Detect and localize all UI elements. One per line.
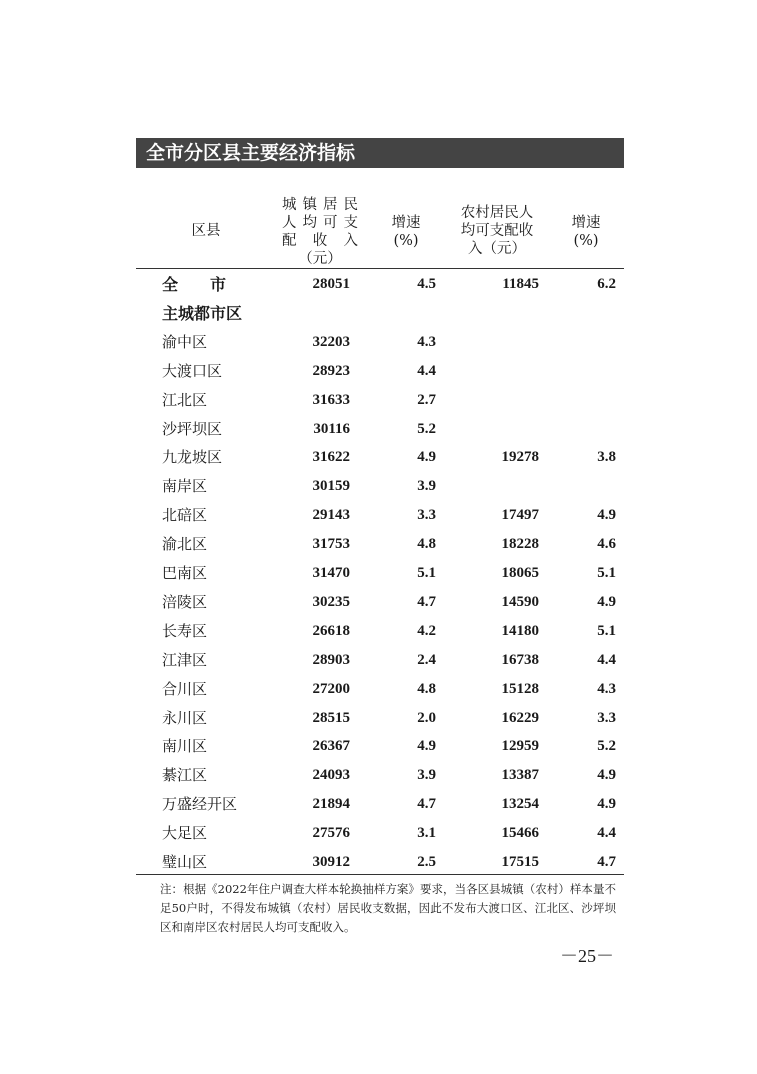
rural-income-cell: 15466 — [501, 825, 539, 842]
district-name-cell: 涪陵区 — [162, 592, 208, 611]
table-row — [136, 472, 624, 501]
district-name-cell: 永川区 — [162, 708, 208, 727]
urban-growth-cell: 5.1 — [417, 565, 436, 581]
rural-income-cell — [476, 299, 539, 328]
urban-income-cell: 28923 — [312, 362, 350, 379]
urban-income-cell: 30159 — [312, 478, 350, 495]
rural-growth-cell: 6.2 — [597, 276, 616, 292]
district-name-cell: 南岸区 — [162, 477, 208, 496]
table-row — [136, 501, 624, 530]
table-row — [136, 675, 624, 704]
table-row — [136, 530, 624, 559]
rural-growth-cell — [566, 386, 616, 415]
district-name-cell: 巴南区 — [162, 564, 208, 582]
rural-growth-cell — [566, 472, 616, 501]
district-name-cell: 璧山区 — [162, 853, 208, 871]
urban-growth-cell: 4.9 — [417, 738, 436, 755]
district-name-cell: 长寿区 — [162, 621, 208, 640]
table-row — [136, 761, 624, 790]
footnote: 注：根据《2022年住户调查大样本轮换抽样方案》要求，当各区县城镇（农村）样本量不足50户时，不得发布城镇（农村）居民收支数据，因此不发布大渡口区、江北区、沙坪坝区和南岸区农村居民人均可支配收入。 — [160, 882, 616, 934]
header-rural-growth — [556, 214, 616, 250]
urban-growth-cell: 4.3 — [417, 333, 436, 350]
urban-growth-cell: 4.8 — [417, 680, 436, 697]
rural-income-cell: 17515 — [501, 854, 539, 870]
rural-growth-cell — [566, 328, 616, 357]
rural-income-cell: 11845 — [502, 276, 539, 292]
urban-income-cell: 26367 — [312, 738, 350, 755]
header-urban-income-line: 配 收 入 — [282, 233, 358, 249]
header-rural-income-line: 农村居民人 — [460, 205, 534, 221]
district-name-cell: 万盛经开区 — [162, 795, 238, 814]
header-urban-growth-line: (%) — [393, 233, 419, 249]
district-name-cell: 九龙坡区 — [162, 448, 223, 467]
table-row — [136, 848, 624, 877]
district-name-cell: 渝中区 — [162, 332, 208, 351]
rural-income-cell: 12959 — [501, 738, 539, 755]
rural-income-cell: 16229 — [501, 709, 539, 726]
urban-growth-cell: 4.5 — [417, 276, 436, 292]
page-number: －25－ — [560, 946, 614, 966]
urban-growth-cell: 4.9 — [417, 449, 436, 466]
table-row — [136, 559, 624, 588]
urban-income-cell: 30912 — [312, 854, 350, 870]
header-urban-growth-line: 增速 — [391, 215, 421, 231]
rural-income-cell — [476, 415, 539, 444]
rural-growth-cell — [566, 415, 616, 444]
rural-growth-cell: 5.1 — [597, 565, 616, 581]
urban-income-cell: 28515 — [312, 709, 350, 726]
district-name-cell: 主城都市区 — [162, 303, 243, 323]
table-row — [136, 790, 624, 819]
urban-growth-cell: 3.1 — [417, 825, 436, 842]
rural-income-cell: 18228 — [501, 536, 539, 553]
urban-growth-cell: 4.4 — [417, 362, 436, 379]
district-name-cell: 大渡口区 — [162, 361, 223, 380]
district-name-cell: 合川区 — [162, 679, 208, 698]
district-name-cell: 渝北区 — [162, 535, 208, 554]
urban-growth-cell: 3.9 — [417, 478, 436, 495]
header-urban-growth — [376, 214, 436, 250]
rural-growth-cell: 4.6 — [597, 536, 616, 553]
header-urban-income-line: （元） — [298, 251, 342, 267]
district-name-cell: 江北区 — [162, 390, 208, 409]
rural-growth-cell: 4.7 — [597, 854, 616, 870]
urban-income-cell: 24093 — [312, 767, 350, 784]
urban-growth-cell: 2.5 — [417, 854, 436, 870]
rural-income-cell: 13254 — [501, 796, 539, 813]
header-rule — [136, 268, 624, 269]
table-row — [136, 732, 624, 761]
rural-income-cell — [476, 357, 539, 386]
urban-growth-cell — [386, 299, 436, 328]
district-name-cell: 北碚区 — [162, 506, 208, 525]
table-row — [136, 588, 624, 617]
table-row — [136, 617, 624, 646]
urban-income-cell: 31622 — [312, 449, 350, 466]
district-name-cell: 南川区 — [162, 737, 208, 756]
table-row — [136, 328, 624, 357]
rural-growth-cell: 3.8 — [597, 449, 616, 466]
table-title: 全市分区县主要经济指标 — [136, 138, 624, 168]
urban-income-cell: 31633 — [312, 391, 350, 408]
table-row — [136, 819, 624, 848]
rural-income-cell: 14590 — [501, 593, 539, 610]
rural-income-cell: 15128 — [501, 680, 539, 697]
rural-growth-cell — [566, 299, 616, 328]
urban-income-cell: 26618 — [312, 622, 350, 639]
rural-income-cell — [476, 328, 539, 357]
urban-income-cell: 28051 — [312, 276, 350, 292]
urban-growth-cell: 2.0 — [417, 709, 436, 726]
urban-growth-cell: 3.3 — [417, 507, 436, 524]
district-name-cell: 全 市 — [162, 275, 227, 294]
district-name-cell: 江津区 — [162, 650, 208, 669]
header-urban-income-line: 人 均 可 支 — [282, 215, 358, 231]
urban-growth-cell: 4.7 — [417, 593, 436, 610]
table-row — [136, 386, 624, 415]
rural-growth-cell: 4.3 — [597, 680, 616, 697]
rural-growth-cell: 4.4 — [597, 825, 616, 842]
rural-income-cell: 16738 — [501, 651, 539, 668]
header-rural-income — [452, 204, 542, 258]
rural-growth-cell: 5.2 — [597, 738, 616, 755]
urban-growth-cell: 5.2 — [417, 420, 436, 437]
rural-income-cell: 14180 — [501, 622, 539, 639]
rural-income-cell: 19278 — [501, 449, 539, 466]
urban-income-cell: 27576 — [312, 825, 350, 842]
urban-growth-cell: 2.4 — [417, 651, 436, 668]
table-row — [136, 415, 624, 444]
rural-growth-cell: 4.9 — [597, 767, 616, 784]
rural-income-cell: 13387 — [501, 767, 539, 784]
header-rural-growth-line: 增速 — [571, 215, 601, 231]
urban-income-cell: 32203 — [312, 333, 350, 350]
header-rural-growth-line: (%) — [573, 233, 599, 249]
rural-growth-cell: 3.3 — [597, 709, 616, 726]
rural-income-cell: 17497 — [501, 507, 539, 524]
table-row — [136, 704, 624, 733]
rural-growth-cell: 4.9 — [597, 507, 616, 524]
district-name-cell: 綦江区 — [162, 766, 208, 785]
rural-income-cell — [476, 386, 539, 415]
urban-income-cell: 21894 — [312, 796, 350, 813]
urban-income-cell: 31753 — [312, 536, 350, 553]
rural-growth-cell: 4.9 — [597, 796, 616, 813]
urban-growth-cell: 3.9 — [417, 767, 436, 784]
urban-income-cell: 30116 — [313, 420, 350, 437]
district-name-cell: 沙坪坝区 — [162, 419, 223, 438]
urban-growth-cell: 4.7 — [417, 796, 436, 813]
header-urban-income — [282, 196, 358, 268]
urban-income-cell — [276, 299, 350, 328]
rural-growth-cell — [566, 357, 616, 386]
table-row — [136, 357, 624, 386]
header-rural-income-line: 均可支配收 — [460, 223, 534, 239]
urban-income-cell: 30235 — [312, 593, 350, 610]
rural-income-cell — [476, 472, 539, 501]
rural-growth-cell: 5.1 — [597, 622, 616, 639]
table-row — [136, 299, 624, 328]
table-row — [136, 443, 624, 472]
bottom-rule — [136, 874, 624, 875]
urban-income-cell: 27200 — [312, 680, 350, 697]
urban-growth-cell: 2.7 — [417, 391, 436, 408]
urban-income-cell: 31470 — [312, 565, 350, 581]
district-name-cell: 大足区 — [162, 824, 208, 843]
rural-income-cell: 18065 — [501, 565, 539, 581]
urban-income-cell: 29143 — [312, 507, 350, 524]
table-row — [136, 646, 624, 675]
urban-income-cell: 28903 — [312, 651, 350, 668]
header-district: 区县 — [191, 223, 221, 239]
rural-growth-cell: 4.9 — [597, 593, 616, 610]
rural-growth-cell: 4.4 — [597, 651, 616, 668]
urban-growth-cell: 4.8 — [417, 536, 436, 553]
header-rural-income-line: 入（元） — [468, 241, 526, 257]
urban-growth-cell: 4.2 — [417, 622, 436, 639]
table-row — [136, 270, 624, 299]
header-urban-income-line: 城 镇 居 民 — [282, 197, 358, 213]
